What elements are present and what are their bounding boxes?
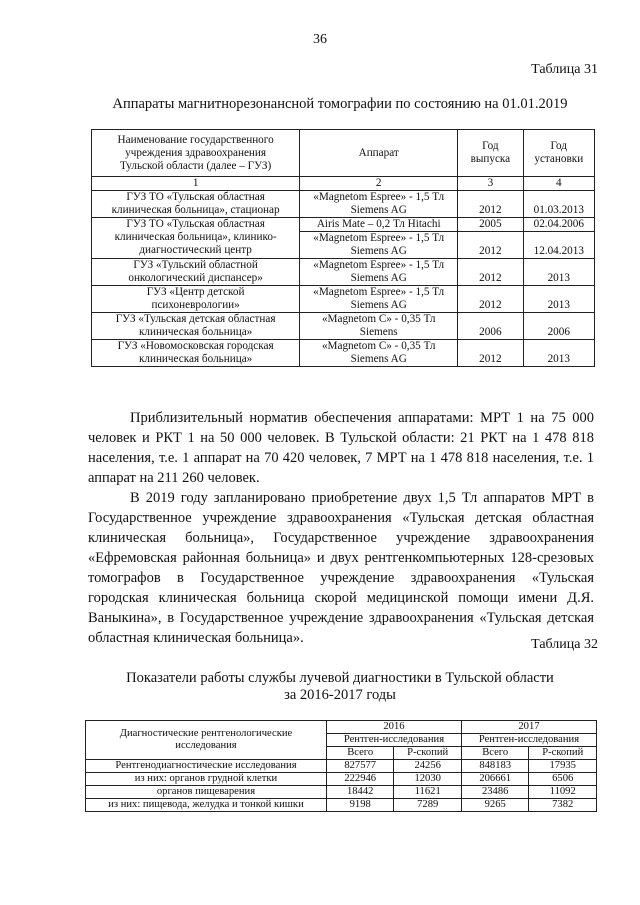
row-label: органов пищеварения: [86, 786, 327, 799]
install-cell: 2013: [523, 259, 594, 286]
install-cell: 12.04.2013: [523, 232, 594, 259]
col-header: Р-скопий: [529, 747, 597, 760]
table-row: [92, 218, 595, 232]
year-cell: 2012: [458, 286, 523, 313]
install-cell: 2006: [523, 313, 594, 340]
device-cell: «Magnetom C» - 0,35 Тл Siemens AG: [300, 340, 458, 367]
mri-devices-table: [91, 129, 595, 367]
value-cell: 18442: [326, 786, 394, 799]
device-cell: «Magnetom Espree» - 1,5 Тл Siemens AG: [300, 259, 458, 286]
body-text: [88, 408, 594, 648]
col-number: 2: [300, 177, 458, 191]
install-cell: 01.03.2013: [523, 191, 594, 218]
table-row: [92, 191, 595, 218]
year-cell: 2006: [458, 313, 523, 340]
col-number: 1: [92, 177, 300, 191]
row-label: из них: органов грудной клетки: [86, 773, 327, 786]
value-cell: 17935: [529, 760, 597, 773]
col-header: Р-скопий: [394, 747, 462, 760]
value-cell: 9265: [461, 799, 529, 812]
table-row: [86, 760, 597, 773]
col-number: 3: [458, 177, 523, 191]
institution-cell: ГУЗ «Новомосковская городская клиническая больница»: [92, 340, 300, 367]
year-cell: 2005: [458, 218, 523, 232]
value-cell: 23486: [461, 786, 529, 799]
table-31-label: Таблица 31: [531, 62, 598, 77]
value-cell: 827577: [326, 760, 394, 773]
table-row: [92, 340, 595, 367]
install-cell: 2013: [523, 340, 594, 367]
value-cell: 6506: [529, 773, 597, 786]
value-cell: 7289: [394, 799, 462, 812]
value-cell: 206661: [461, 773, 529, 786]
header-device: Аппарат: [300, 130, 458, 177]
paragraph: Приблизительный норматив обеспечения аппаратами: МРТ 1 на 75 000 человек и РКТ 1 на 50 000 человек. В Тульской области: 21 РКТ на 1 478 818 населения, т.е. 1 аппарат на 70 420 человек, 7 МРТ на 1 478 818 населения, т.е. 1 аппарат на 211 260 человек.: [88, 410, 594, 486]
value-cell: 222946: [326, 773, 394, 786]
row-label: из них: пищевода, желудка и тонкой кишки: [86, 799, 327, 812]
paragraph: В 2019 году запланировано приобретение двух 1,5 Тл аппаратов МРТ в Государственное учреждение здравоохранения «Тульская детская областная клиническая больница», Государственное учреждение здравоохранения «Ефремовская районная больница» и двух рентгенкомпьютерных 128-срезовых томографов в Государственное учреждение здравоохранения «Тульская городская клиническая больница скорой медицинской помощи имени Д.Я. Ваныкина», в Государственное учреждение здравоохранения «Тульская детская областная клиническая больница».: [88, 490, 594, 646]
table-header-row: [86, 721, 597, 734]
device-cell: «Magnetom Espree» - 1,5 Тл Siemens AG: [300, 191, 458, 218]
table-row: [86, 786, 597, 799]
row-label: Рентгенодиагностические исследования: [86, 760, 327, 773]
value-cell: 11621: [394, 786, 462, 799]
device-cell: Airis Mate – 0,2 Тл Hitachi: [300, 218, 458, 232]
device-cell: «Magnetom Espree» - 1,5 Тл Siemens AG: [300, 232, 458, 259]
table-32-label: Таблица 32: [531, 637, 598, 652]
header-year-2016: 2016: [326, 721, 461, 734]
value-cell: 12030: [394, 773, 462, 786]
col-header: Всего: [461, 747, 529, 760]
header-institution: Наименование государственного учреждения здравоохранения Тульской области (далее – ГУЗ): [92, 130, 300, 177]
value-cell: 9198: [326, 799, 394, 812]
institution-cell: ГУЗ «Тульская детская областная клиническая больница»: [92, 313, 300, 340]
institution-cell: ГУЗ ТО «Тульская областная клиническая больница», клинико- диагностический центр: [92, 218, 300, 259]
header-year-2017: 2017: [461, 721, 596, 734]
table-row: [86, 773, 597, 786]
table-row: [92, 286, 595, 313]
col-number: 4: [523, 177, 594, 191]
table-row: [86, 799, 597, 812]
install-cell: 02.04.2006: [523, 218, 594, 232]
header-install: Год установки: [523, 130, 594, 177]
table-row: [92, 313, 595, 340]
device-cell: «Magnetom C» - 0,35 Тл Siemens: [300, 313, 458, 340]
table-row: [92, 259, 595, 286]
institution-cell: ГУЗ «Тульский областной онкологический диспансер»: [92, 259, 300, 286]
device-cell: «Magnetom Espree» - 1,5 Тл Siemens AG: [300, 286, 458, 313]
institution-cell: ГУЗ ТО «Тульская областная клиническая больница», стационар: [92, 191, 300, 218]
value-cell: 848183: [461, 760, 529, 773]
table-header-row: [92, 130, 595, 177]
subheader: Рентген-исследования: [326, 734, 461, 747]
header-year: Год выпуска: [458, 130, 523, 177]
subheader: Рентген-исследования: [461, 734, 596, 747]
year-cell: 2012: [458, 340, 523, 367]
value-cell: 7382: [529, 799, 597, 812]
table-31-caption: Аппараты магнитнорезонансной томографии по состоянию на 01.01.2019: [112, 96, 568, 112]
value-cell: 24256: [394, 760, 462, 773]
table-32-caption: Показатели работы службы лучевой диагностики в Тульской области за 2016-2017 годы: [126, 670, 554, 703]
page-number: 36: [313, 32, 327, 47]
radiology-stats-table: [85, 720, 597, 812]
year-cell: 2012: [458, 259, 523, 286]
value-cell: 11092: [529, 786, 597, 799]
header-label: Диагностические рентгенологические исследования: [86, 721, 327, 760]
institution-cell: ГУЗ «Центр детской психоневрологии»: [92, 286, 300, 313]
year-cell: 2012: [458, 191, 523, 218]
year-cell: 2012: [458, 232, 523, 259]
col-header: Всего: [326, 747, 394, 760]
install-cell: 2013: [523, 286, 594, 313]
column-number-row: [92, 177, 595, 191]
